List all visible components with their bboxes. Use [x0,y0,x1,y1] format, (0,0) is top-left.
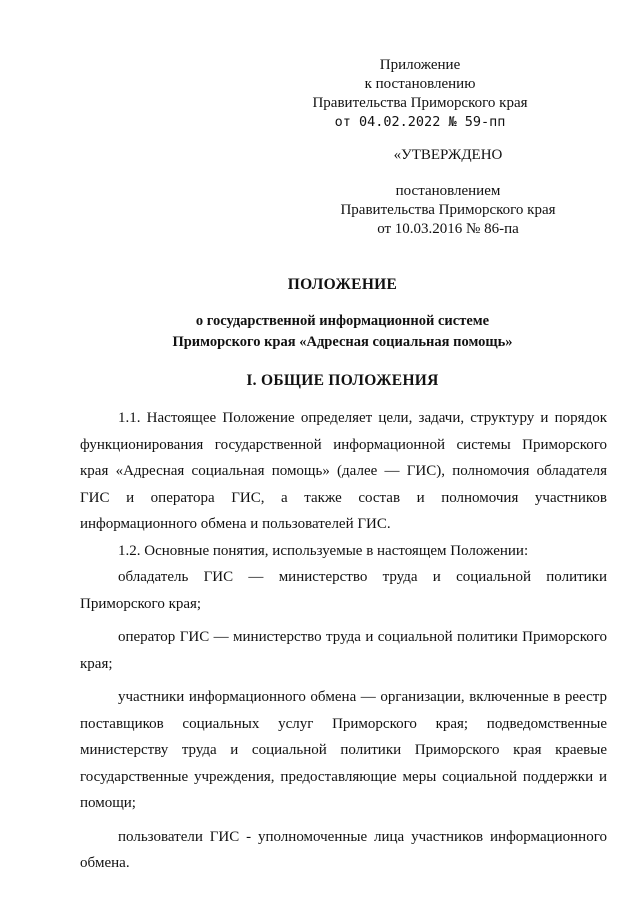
appendix-date-number: от 04.02.2022 № 59-пп [334,114,506,130]
definition-participants: участники информационного обмена — организации, включенные в реестр поставщиков социальных услуг Приморского края; подведомственные министерству труда и социальной политики Приморского края краевые государственные учреждения, предоставляющие меры социальной поддержки и помощи; [80,689,607,811]
approval-authority: Правительства Приморского края [340,202,556,218]
appendix-label: Приложение [379,57,461,73]
appendix-authority: Правительства Приморского края [312,95,528,111]
section-heading: I. ОБЩИЕ ПОЛОЖЕНИЯ [246,372,439,389]
definition-users: пользователи ГИС - уполномоченные лица участников информационного обмена. [80,828,607,871]
definition-operator: оператор ГИС — министерство труда и социальной политики Приморского края; [80,629,607,672]
paragraph-1-1: 1.1. Настоящее Положение определяет цели, задачи, структуру и порядок функционирования государственной информационной системы Приморского края «Адресная социальная помощь» (далее — ГИС), полномочия обладателя ГИС и оператора ГИС, а также состав и полномочия участников информационного обмена и пользователей ГИС. [80,410,607,532]
document-body [80,405,607,877]
document-title: ПОЛОЖЕНИЕ [287,276,398,293]
appendix-block [260,56,580,132]
paragraph-1-2: 1.2. Основные понятия, используемые в настоящем Положении: [118,542,529,559]
document-subtitle [0,311,640,353]
appendix-reference: к постановлению [364,76,476,92]
subtitle-line-2: Приморского края «Адресная социальная помощь» [172,334,513,350]
approval-label: «УТВЕРЖДЕНО [393,147,503,163]
subtitle-line-1: о государственной информационной системе [195,313,490,329]
definition-owner: обладатель ГИС — министерство труда и социальной политики Приморского края; [80,569,607,612]
approval-reference: постановлением [395,183,501,199]
approval-date-number: от 10.03.2016 № 86-па [377,221,519,237]
approval-block [288,146,608,239]
